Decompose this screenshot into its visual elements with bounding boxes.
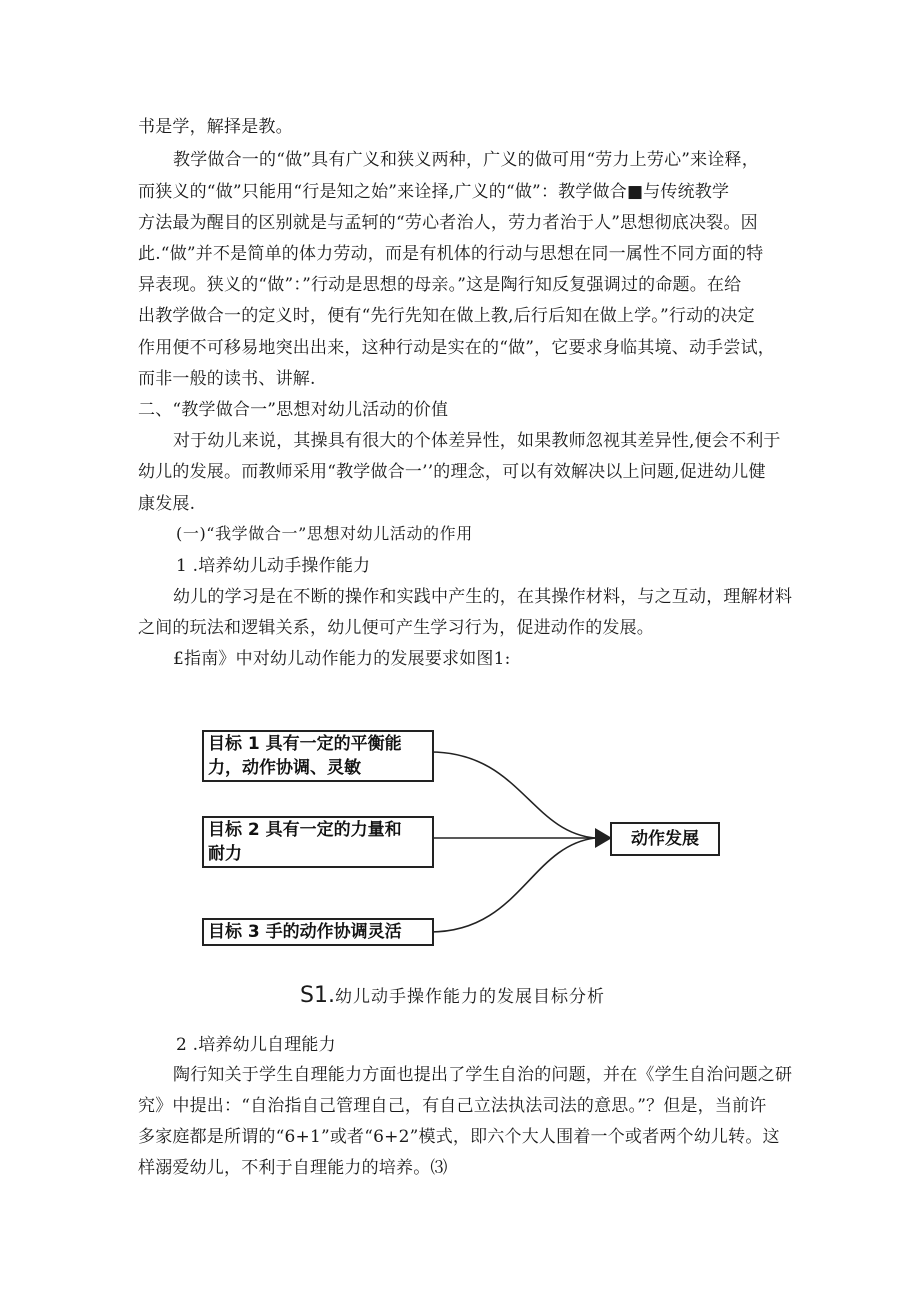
- target-box: [610, 822, 720, 856]
- goal-2-line-1: 目标 2 具有一定的力量和: [208, 820, 402, 840]
- paragraph-line: 多家庭都是所谓的“6+1”或者“6+2”模式，即六个大人围着一个或者两个幼儿转。这: [138, 1127, 780, 1147]
- paragraph-line: 而狭义的“做”只能用“行是知之始”来诠择,广义的“做”：教学做合■与传统教学: [138, 182, 730, 202]
- development-goals-diagram: [190, 720, 750, 960]
- paragraph-line: 幼儿的发展。而教师采用“教学做合一’’的理念，可以有效解决以上问题,促进幼儿健: [138, 462, 766, 482]
- goal-2-line-2: 耐力: [208, 844, 242, 864]
- paragraph-line: 异表现。狭义的“做”：”行动是思想的母亲。”这是陶行知反复强调过的命题。在给: [138, 275, 742, 295]
- paragraph-line: 而非一般的读书、讲解.: [138, 369, 316, 389]
- figure-caption: [300, 982, 605, 1008]
- goal-box-3: [202, 918, 434, 946]
- goal-1-line-2: 力，动作协调、灵敏: [208, 758, 361, 778]
- paragraph-line: 幼儿的学习是在不断的操作和实践中产生的，在其操作材料，与之互动，理解材料: [173, 587, 793, 607]
- goal-box-1: [202, 730, 434, 782]
- paragraph-line: 方法最为醒目的区别就是与孟轲的“劳心者治人，劳力者治于人”思想彻底决裂。因: [138, 213, 758, 233]
- section-heading: 二、“教学做合一”思想对幼儿活动的价值: [138, 400, 449, 420]
- paragraph-line: 对于幼儿来说，其操具有很大的个体差异性，如果教师忽视其差异性,便会不利于: [173, 431, 781, 451]
- item-heading: 2 .培养幼儿自理能力: [176, 1035, 336, 1055]
- goal-3-line-1: 目标 3 手的动作协调灵活: [208, 922, 402, 942]
- paragraph-line: 此.“做”并不是简单的体力劳动，而是有机体的行动与思想在同一属性不同方面的特: [138, 244, 764, 264]
- goal-1-line-1: 目标 1 具有一定的平衡能: [208, 734, 402, 754]
- paragraph-line: 作用便不可移易地突出出来，这种行动是实在的“做”，它要求身临其境、动手尝试，: [138, 338, 775, 358]
- paragraph-line: £指南》中对幼儿动作能力的发展要求如图1:: [173, 649, 511, 669]
- paragraph-line: 康发展.: [138, 494, 196, 514]
- subsection-heading: (一)“我学做合一”思想对幼儿活动的作用: [176, 524, 473, 543]
- caption-text: 幼儿动手操作能力的发展目标分析: [334, 987, 605, 1007]
- paragraph-line: 究》中提出：“自治指自己管理自己，有自己立法执法司法的意思。”？但是，当前许: [138, 1096, 767, 1116]
- paragraph-line: 样溺爱幼儿，不利于自理能力的培养。⑶: [138, 1158, 448, 1178]
- paragraph-line: 书是学，解择是教。: [138, 117, 293, 137]
- caption-prefix: S1.: [300, 983, 335, 1008]
- paragraph-line: 之间的玩法和逻辑关系，幼儿便可产生学习行为，促进动作的发展。: [138, 618, 654, 638]
- goal-box-2: [202, 816, 434, 868]
- item-heading: 1 .培养幼儿动手操作能力: [176, 556, 371, 576]
- paragraph-line: 出教学做合一的定义时，便有“先行先知在做上教,后行后知在做上学。”行动的决定: [138, 306, 755, 326]
- paragraph-line: 教学做合一的“做”具有广义和狭义两种，广义的做可用“劳力上劳心”来诠释，: [173, 150, 759, 170]
- target-label: 动作发展: [631, 829, 699, 849]
- paragraph-line: 陶行知关于学生自理能力方面也提出了学生自治的问题，并在《学生自治问题之研: [173, 1065, 793, 1085]
